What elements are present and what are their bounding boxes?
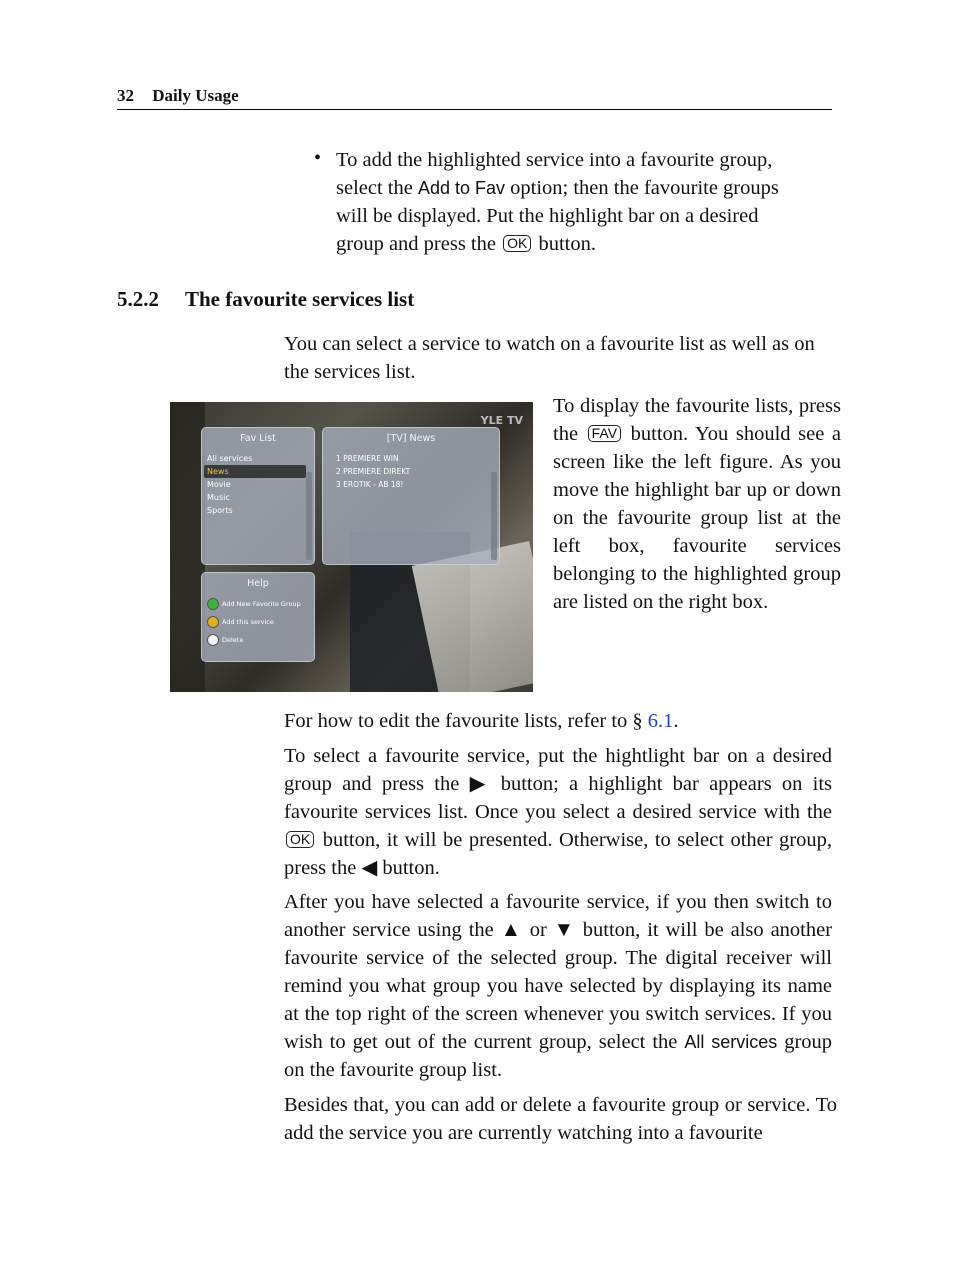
service-item[interactable]: 1 PREMIERE WIN (336, 454, 399, 463)
section-title: The favourite services list (185, 287, 415, 311)
ok-key-icon: OK (503, 235, 531, 252)
besides-paragraph: Besides that, you can add or delete a favourite group or service. To add the service you are currently watching into a favourite (284, 1094, 837, 1144)
fav-group-item-selected[interactable]: News (204, 465, 306, 478)
fav-list-title: Fav List (240, 433, 276, 444)
background-shape (170, 402, 205, 692)
right-arrow-icon: ▶ (469, 773, 491, 795)
fav-group-item[interactable]: Music (207, 493, 230, 502)
bullet-text: will be displayed. Put the highlight bar on a desired (336, 205, 759, 227)
select-paragraph (284, 742, 832, 882)
paragraph-text: button. (382, 857, 440, 879)
section-link[interactable]: 6.1 (647, 710, 674, 732)
bullet-text: option; then the favourite groups (505, 177, 779, 199)
menu-option-add-to-fav: Add to Fav (417, 178, 506, 198)
services-panel (322, 427, 500, 565)
down-arrow-icon: ▼ (553, 919, 576, 941)
side-text: To display the favourite lists, press the (553, 395, 841, 445)
fav-group-item[interactable]: All services (207, 454, 253, 463)
fav-list-panel (201, 427, 315, 565)
bullet-line (336, 202, 832, 230)
reference-text: For how to edit the favourite lists, refer to § (284, 710, 648, 732)
side-paragraph (553, 392, 841, 616)
fav-list-scrollbar[interactable] (306, 472, 312, 560)
ok-key-icon: OK (286, 831, 314, 848)
bullet-text: group and press the (336, 233, 502, 255)
service-item[interactable]: 3 EROTIK - AB 18! (336, 480, 404, 489)
green-button-icon (207, 598, 219, 610)
bullet-line (336, 174, 832, 202)
running-header (117, 86, 832, 110)
intro-paragraph: You can select a service to watch on a favourite list as well as on the services list. (284, 333, 815, 383)
paragraph-text: button, it will be presented. Otherwise, to select other group, press the (284, 829, 833, 879)
chapter-title: Daily Usage (152, 86, 239, 105)
help-title: Help (247, 578, 269, 589)
all-services-option: All services (684, 1032, 778, 1052)
paragraph-text: button; a highlight bar appears on its favourite services list. Once you select a desired service with the (284, 773, 833, 823)
help-label: Add New Favorite Group (222, 600, 301, 608)
help-item-white (202, 631, 314, 649)
section-number: 5.2.2 (117, 287, 159, 311)
yellow-button-icon (207, 616, 219, 628)
bullet-line (336, 230, 832, 258)
help-panel (201, 572, 315, 662)
bullet-text: select the (336, 177, 418, 199)
bullet-text: To add the highlighted service into a favourite group, (336, 149, 773, 171)
reference-text: . (673, 710, 679, 732)
service-item[interactable]: 2 PREMIERE DIREKT (336, 467, 411, 476)
services-list (323, 452, 499, 491)
help-label: Add this service (222, 618, 274, 626)
paragraph-text: group on the favourite group list. (284, 1031, 833, 1081)
side-text: button. You should see a screen like the left figure. As you move the highlight bar up or down on the favourite group list at the left box, favourite services belonging to the highlighted group are listed on the right box. (553, 423, 841, 613)
bullet-text: button. (533, 233, 596, 255)
left-arrow-icon: ◀ (361, 857, 378, 879)
reference-paragraph (284, 707, 832, 735)
bullet-symbol: • (314, 147, 322, 169)
paragraph-text: To select a favourite service, put the hightlight bar on a desired group and press the (284, 745, 832, 795)
paragraph-text: After you have selected a favourite service, if you then switch to another service using the (284, 891, 832, 941)
fav-group-item[interactable]: Movie (207, 480, 231, 489)
help-list (202, 595, 314, 649)
tv-screenshot-figure (170, 402, 533, 692)
help-item-green (202, 595, 314, 613)
paragraph-text: or (529, 919, 547, 941)
bullet-line (336, 146, 832, 174)
help-label: Delete (222, 636, 244, 644)
page-number: 32 (117, 86, 134, 105)
services-scrollbar[interactable] (491, 472, 497, 560)
fav-group-list (202, 452, 314, 517)
after-paragraph (284, 888, 832, 1084)
channel-logo: YLE TV (480, 414, 523, 427)
bullet-item (336, 146, 832, 258)
fav-group-item[interactable]: Sports (207, 506, 233, 515)
up-arrow-icon: ▲ (500, 919, 523, 941)
white-button-icon (207, 634, 219, 646)
services-title: [TV] News (386, 433, 436, 444)
help-item-yellow (202, 613, 314, 631)
fav-key-icon: FAV (588, 425, 621, 442)
paragraph-text: button, it will be also another favourite service of the selected group. The digital receiver will remind you what group you have selected by displaying its name at the top right of the screen whenever you switch services. If you wish to get out of the current group, select the (284, 919, 833, 1053)
